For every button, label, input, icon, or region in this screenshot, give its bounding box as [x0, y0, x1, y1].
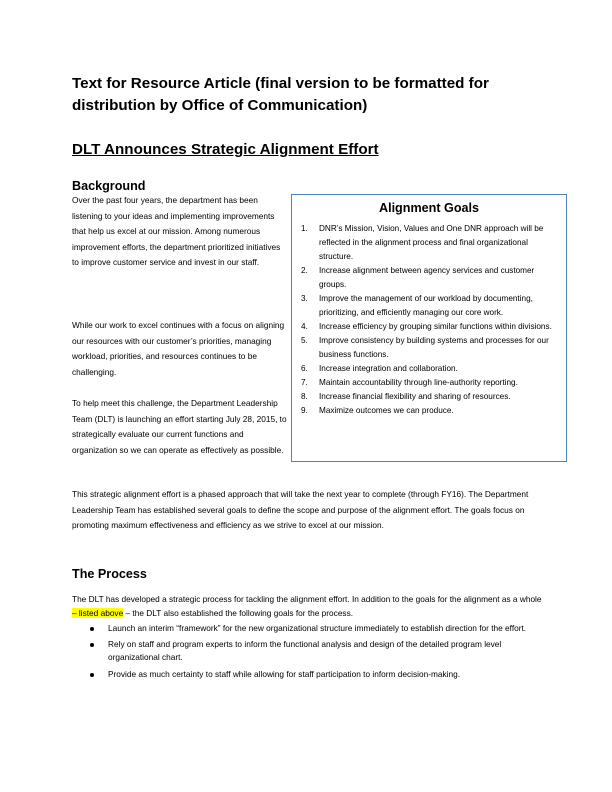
list-item [88, 622, 538, 635]
list-item [88, 668, 538, 681]
process-heading: The Process [72, 567, 147, 581]
bullet-icon [90, 643, 94, 647]
goal-text: Improve the management of our workload by documenting, prioritizing, and efficiently managing our core work. [319, 294, 533, 317]
paragraph-text: To help meet this challenge, the Department Leadership Team (DLT) is launching an effort starting July 28, 2015, to strategically evaluate our current functions and organization so we can operate as effectively as possible. [72, 398, 287, 455]
background-paragraph-3 [72, 396, 287, 458]
goal-number: 8. [301, 392, 308, 401]
goal-text: Increase efficiency by grouping similar functions within divisions. [319, 322, 552, 331]
goal-number: 2. [301, 266, 308, 275]
goal-number: 1. [301, 224, 308, 233]
goal-item [301, 404, 560, 418]
process-intro-paragraph [72, 592, 542, 620]
goal-text: Maintain accountability through line-authority reporting. [319, 378, 518, 387]
goal-text: Improve consistency by building systems and processes for our business functions. [319, 336, 549, 359]
goal-number: 9. [301, 406, 308, 415]
process-goals-list [88, 622, 538, 684]
paragraph-text: Over the past four years, the department has been listening to your ideas and implementing improvements that help us excel at our mission. Among numerous improvement efforts, the department prioritized initiatives to improve customer service and invest in our staff. [72, 195, 281, 268]
highlighted-text: – listed above [72, 608, 124, 618]
goal-text: DNR’s Mission, Vision, Values and One DNR approach will be reflected in the alignment process and final organizational structure. [319, 224, 544, 261]
bullet-icon [90, 673, 94, 677]
goal-item [301, 390, 560, 404]
goal-number: 4. [301, 322, 308, 331]
goal-number: 5. [301, 336, 308, 345]
alignment-goals-list [301, 222, 560, 418]
goal-text: Increase integration and collaboration. [319, 364, 458, 373]
goal-item [301, 320, 560, 334]
goal-number: 7. [301, 378, 308, 387]
goal-item [301, 362, 560, 376]
list-item [88, 638, 538, 664]
bullet-text: Provide as much certainty to staff while allowing for staff participation to inform decision-making. [108, 668, 461, 679]
intro-text: The DLT has developed a strategic process for tackling the alignment effort. In addition to the goals for the alignment as a whole [72, 594, 542, 604]
goal-text: Maximize outcomes we can produce. [319, 406, 454, 415]
paragraph-text: While our work to excel continues with a focus on aligning our resources with our customer’s priorities, managing workload, priorities, and resources continues to be challenging. [72, 320, 285, 377]
goal-number: 6. [301, 364, 308, 373]
phased-approach-paragraph [72, 487, 542, 534]
intro-text: – the DLT also established the following goals for the process. [123, 608, 354, 618]
goal-item [301, 222, 560, 264]
background-heading: Background [72, 179, 146, 193]
bullet-icon [90, 627, 94, 631]
background-paragraph-1 [72, 193, 287, 271]
goal-item [301, 376, 560, 390]
goal-item [301, 292, 560, 320]
bullet-text: Rely on staff and program experts to inform the functional analysis and design of the detailed program level organizational chart. [108, 639, 502, 663]
document-title: Text for Resource Article (final version to be formatted for distribution by Office of Communication) [72, 75, 489, 114]
alignment-goals-box [291, 194, 567, 462]
paragraph-text: This strategic alignment effort is a phased approach that will take the next year to complete (through FY16). The Department Leadership Team has established several goals to define the scope and purpose of the alignment effort. The goals focus on promoting maximum effectiveness and efficiency as we strive to excel at our mission. [72, 489, 529, 531]
goal-text: Increase financial flexibility and sharing of resources. [319, 392, 511, 401]
alignment-goals-title: Alignment Goals [378, 201, 480, 215]
goal-item [301, 264, 560, 292]
goal-item [301, 334, 560, 362]
background-paragraph-2 [72, 318, 287, 380]
bullet-text: Launch an interim “framework” for the new organizational structure immediately to establish direction for the effort. [108, 623, 527, 633]
goal-text: Increase alignment between agency services and customer groups. [319, 266, 535, 289]
goal-number: 3. [301, 294, 308, 303]
article-headline: DLT Announces Strategic Alignment Effort [72, 141, 379, 158]
